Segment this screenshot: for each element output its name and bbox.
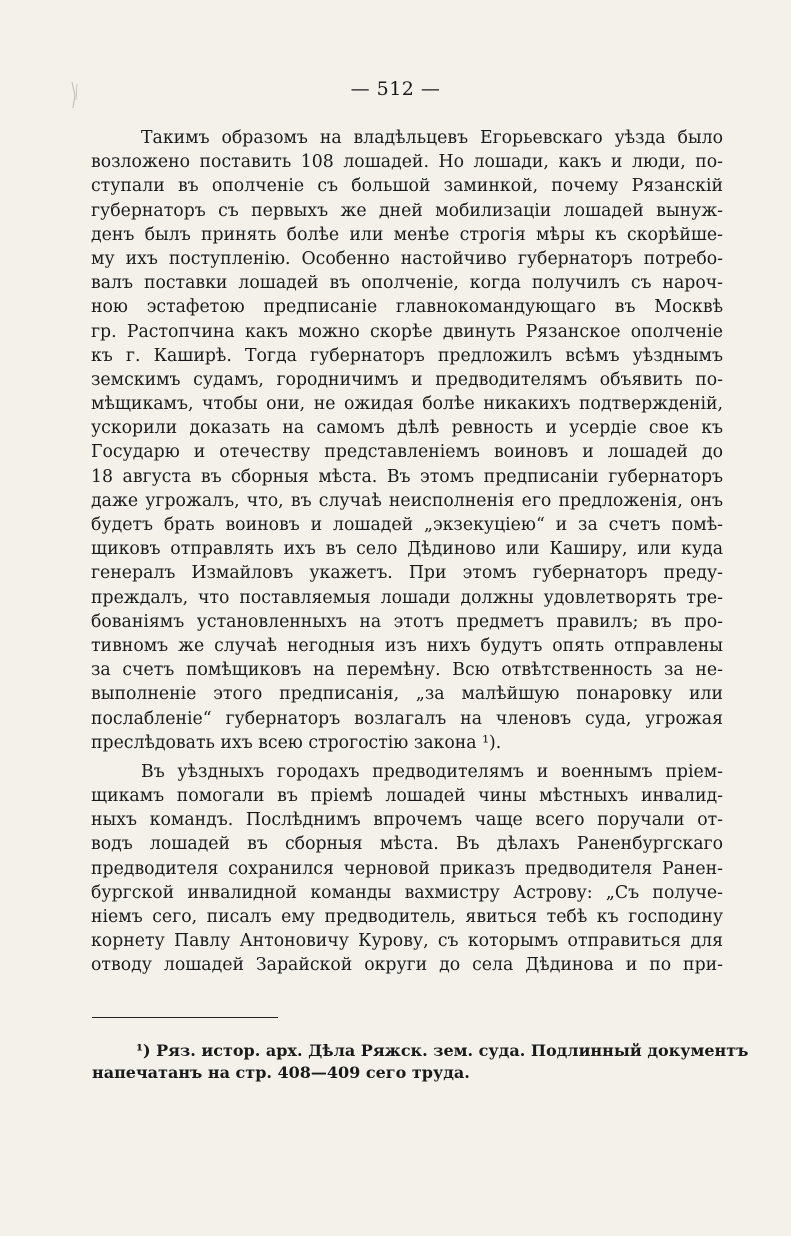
footnote-line: напечатанъ на стр. 408—409 сего труда. — [92, 1063, 470, 1082]
text-line: Въ уѣздныхъ городахъ предводителямъ и военнымъ пріем- — [141, 761, 723, 782]
text-line: отводу лошадей Зарайской округи до села Дѣдинова и по при- — [91, 955, 723, 976]
text-line: денъ былъ принять болѣе или менѣе строгія мѣры къ скорѣйше- — [91, 224, 723, 245]
footnote-divider — [92, 1017, 278, 1018]
paragraph-1 — [91, 126, 723, 755]
text-line: му ихъ поступленію. Особенно настойчиво губернаторъ потребо- — [91, 248, 723, 269]
text-line: щикамъ помогали въ пріемѣ лошадей чины мѣстныхъ инвалид- — [91, 786, 723, 807]
text-line: валъ поставки лошадей въ ополченіе, когда получилъ съ нароч- — [91, 273, 723, 294]
text-line: бургской инвалидной команды вахмистру Астрову: „Съ получе- — [91, 882, 723, 903]
text-line: тивномъ же случаѣ негодныя изъ нихъ будутъ опять отправлены — [91, 635, 723, 656]
text-line: будетъ брать воиновъ и лошадей „экзекуціею“ и за счетъ помѣ- — [91, 515, 723, 535]
page-number: — 512 — — [350, 78, 441, 100]
text-line: возложено поставить 108 лошадей. Но лошади, какъ и люди, по- — [91, 152, 723, 173]
text-line: бованіямъ установленныхъ на этотъ предметъ правилъ; въ про- — [91, 611, 723, 632]
text-line: Государю и отечеству представленіемъ воиновъ и лошадей до — [91, 442, 723, 463]
text-line: Такимъ образомъ на владѣльцевъ Егорьевскаго уѣзда было — [141, 128, 723, 148]
text-line: водъ лошадей въ сборныя мѣста. Въ дѣлахъ Раненбургскаго — [91, 834, 723, 855]
text-line: 18 августа въ сборныя мѣста. Въ этомъ предписаніи губернаторъ — [91, 466, 723, 487]
text-line: земскимъ судамъ, городничимъ и предводителямъ объявить по- — [91, 369, 723, 390]
text-line: ускорили доказать на самомъ дѣлѣ ревность и усердіе свое къ — [91, 418, 723, 439]
text-line: даже угрожалъ, что, въ случаѣ неисполненія его предложенія, онъ — [91, 490, 723, 511]
text-line: послабленіе“ губернаторъ возлагалъ на членовъ суда, угрожая — [91, 708, 723, 729]
text-line: генералъ Измайловъ укажетъ. При этомъ губернаторъ преду- — [91, 563, 723, 584]
text-line: губернаторъ съ первыхъ же дней мобилизаціи лошадей вынуж- — [91, 200, 723, 221]
text-line: ныхъ командъ. Послѣднимъ впрочемъ чаще всего поручали от- — [91, 810, 723, 831]
text-line: преждалъ, что поставляемыя лошади должны удовлетворять тре- — [91, 587, 723, 608]
footnote-line: ¹) Ряз. истор. арх. Дѣла Ряжск. зем. суда. Подлинный документъ — [136, 1041, 749, 1060]
text-line: къ г. Каширѣ. Тогда губернаторъ предложилъ всѣмъ уѣзднымъ — [91, 345, 723, 366]
footnote — [92, 1040, 749, 1084]
text-line: мѣщикамъ, чтобы они, не ожидая болѣе никакихъ подтвержденій, — [91, 394, 723, 415]
text-line: щиковъ отправлять ихъ въ село Дѣдиново или Каширу, или куда — [91, 539, 723, 560]
text-line: корнету Павлу Антоновичу Курову, съ которымъ отправиться для — [91, 931, 723, 952]
text-line: ною эстафетою предписаніе главнокомандующаго въ Москвѣ — [91, 297, 723, 318]
text-line: ступали въ ополченіе съ большой заминкой, почему Рязанскій — [91, 176, 723, 197]
text-line: за счетъ помѣщиковъ на перемѣну. Всю отвѣтственность за не- — [91, 660, 723, 681]
text-line: выполненіе этого предписанія, „за малѣйшую понаровку или — [91, 684, 723, 705]
paragraph-2 — [91, 760, 723, 978]
text-line: гр. Растопчина какъ можно скорѣе двинуть Рязанское ополченіе — [91, 321, 723, 342]
text-line: предводителя сохранился черновой приказъ предводителя Ранен- — [91, 858, 723, 879]
body-text — [91, 126, 723, 978]
text-line: ніемъ сего, писалъ ему предводитель, явиться тебѣ къ господину — [91, 907, 723, 927]
text-line: преслѣдовать ихъ всею строгостію закона ¹). — [91, 732, 502, 753]
